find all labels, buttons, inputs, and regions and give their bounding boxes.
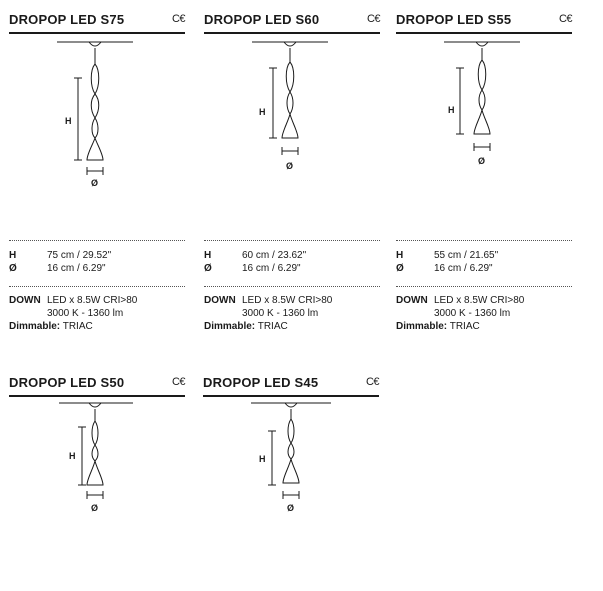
spec-value: TRIAC: [60, 321, 93, 332]
spec-value: 75 cm / 29.52": [47, 250, 112, 261]
height-symbol: H: [69, 451, 76, 461]
height-symbol: H: [259, 107, 266, 117]
spec-dimmable: [396, 321, 572, 334]
spec-diameter: [9, 263, 185, 276]
header-rule: [203, 395, 379, 397]
lamp-drawing-s60: [252, 38, 372, 178]
header-rule: [9, 32, 185, 34]
spec-value: 3000 K - 1360 lm: [434, 308, 511, 319]
product-card-s55: [396, 12, 572, 332]
header-rule: [204, 32, 380, 34]
diameter-symbol: Ø: [286, 161, 294, 171]
spec-diameter: [204, 263, 380, 276]
header-rule: [9, 395, 185, 397]
lamp-drawing-s50: [57, 399, 177, 519]
spec-key: Dimmable:: [9, 321, 61, 332]
card-header: [9, 12, 185, 34]
height-symbol: H: [448, 105, 455, 115]
dotted-divider: [396, 286, 572, 287]
spec-key: Dimmable:: [204, 321, 256, 332]
spec-key: DOWN: [396, 295, 428, 306]
card-header: [203, 375, 379, 397]
spec-block: [204, 240, 380, 334]
product-card-s50: [9, 375, 185, 513]
card-header: [9, 375, 185, 397]
card-header: [396, 12, 572, 34]
spec-value: 60 cm / 23.62": [242, 250, 307, 261]
spec-down-output: [396, 308, 572, 321]
spec-value: TRIAC: [255, 321, 288, 332]
spec-key: Ø: [396, 263, 404, 274]
spec-block: [396, 240, 572, 334]
spec-value: LED x 8.5W CRI>80: [434, 295, 525, 306]
product-title: DROPOP LED S55: [396, 12, 512, 27]
header-rule: [396, 32, 572, 34]
spec-down: [9, 295, 185, 308]
product-title: DROPOP LED S45: [203, 375, 319, 390]
product-card-s45: [203, 375, 379, 513]
spec-block: [9, 240, 185, 334]
dotted-divider: [396, 240, 572, 241]
diameter-symbol: Ø: [287, 503, 295, 513]
diameter-symbol: Ø: [91, 178, 99, 188]
height-symbol: H: [259, 454, 266, 464]
spec-key: DOWN: [204, 295, 236, 306]
ce-mark: C€: [365, 376, 379, 388]
spec-key: Ø: [204, 263, 212, 274]
spec-value: 3000 K - 1360 lm: [242, 308, 319, 319]
spec-value: LED x 8.5W CRI>80: [47, 295, 138, 306]
spec-value: TRIAC: [447, 321, 480, 332]
ce-mark: C€: [171, 376, 185, 388]
diameter-symbol: Ø: [478, 156, 486, 166]
spec-dimmable: [9, 321, 185, 334]
spec-height: [396, 250, 572, 263]
spec-key: H: [204, 250, 212, 261]
spec-key: Ø: [9, 263, 17, 274]
spec-value: 16 cm / 6.29": [434, 263, 493, 274]
spec-down: [396, 295, 572, 308]
lamp-drawing-s75: [57, 38, 177, 188]
spec-value: 55 cm / 21.65": [434, 250, 499, 261]
ce-mark: C€: [558, 13, 572, 25]
spec-value: 3000 K - 1360 lm: [47, 308, 124, 319]
spec-height: [9, 250, 185, 263]
spec-value: LED x 8.5W CRI>80: [242, 295, 333, 306]
spec-height: [204, 250, 380, 263]
spec-down-output: [204, 308, 380, 321]
spec-key: H: [396, 250, 404, 261]
spec-diameter: [396, 263, 572, 276]
spec-key: H: [9, 250, 17, 261]
dotted-divider: [9, 240, 185, 241]
dotted-divider: [204, 286, 380, 287]
ce-mark: C€: [366, 13, 380, 25]
dotted-divider: [204, 240, 380, 241]
dotted-divider: [9, 286, 185, 287]
product-card-s75: [9, 12, 185, 332]
lamp-drawing-s55: [444, 38, 564, 173]
height-symbol: H: [65, 116, 72, 126]
spec-value: 16 cm / 6.29": [47, 263, 106, 274]
lamp-drawing-s45: [251, 399, 371, 519]
ce-mark: C€: [171, 13, 185, 25]
diameter-symbol: Ø: [91, 503, 99, 513]
spec-down: [204, 295, 380, 308]
spec-dimmable: [204, 321, 380, 334]
spec-down-output: [9, 308, 185, 321]
spec-value: 16 cm / 6.29": [242, 263, 301, 274]
spec-key: Dimmable:: [396, 321, 448, 332]
product-card-s60: [204, 12, 380, 332]
product-title: DROPOP LED S50: [9, 375, 125, 390]
spec-key: DOWN: [9, 295, 41, 306]
card-header: [204, 12, 380, 34]
product-title: DROPOP LED S60: [204, 12, 320, 27]
product-title: DROPOP LED S75: [9, 12, 125, 27]
